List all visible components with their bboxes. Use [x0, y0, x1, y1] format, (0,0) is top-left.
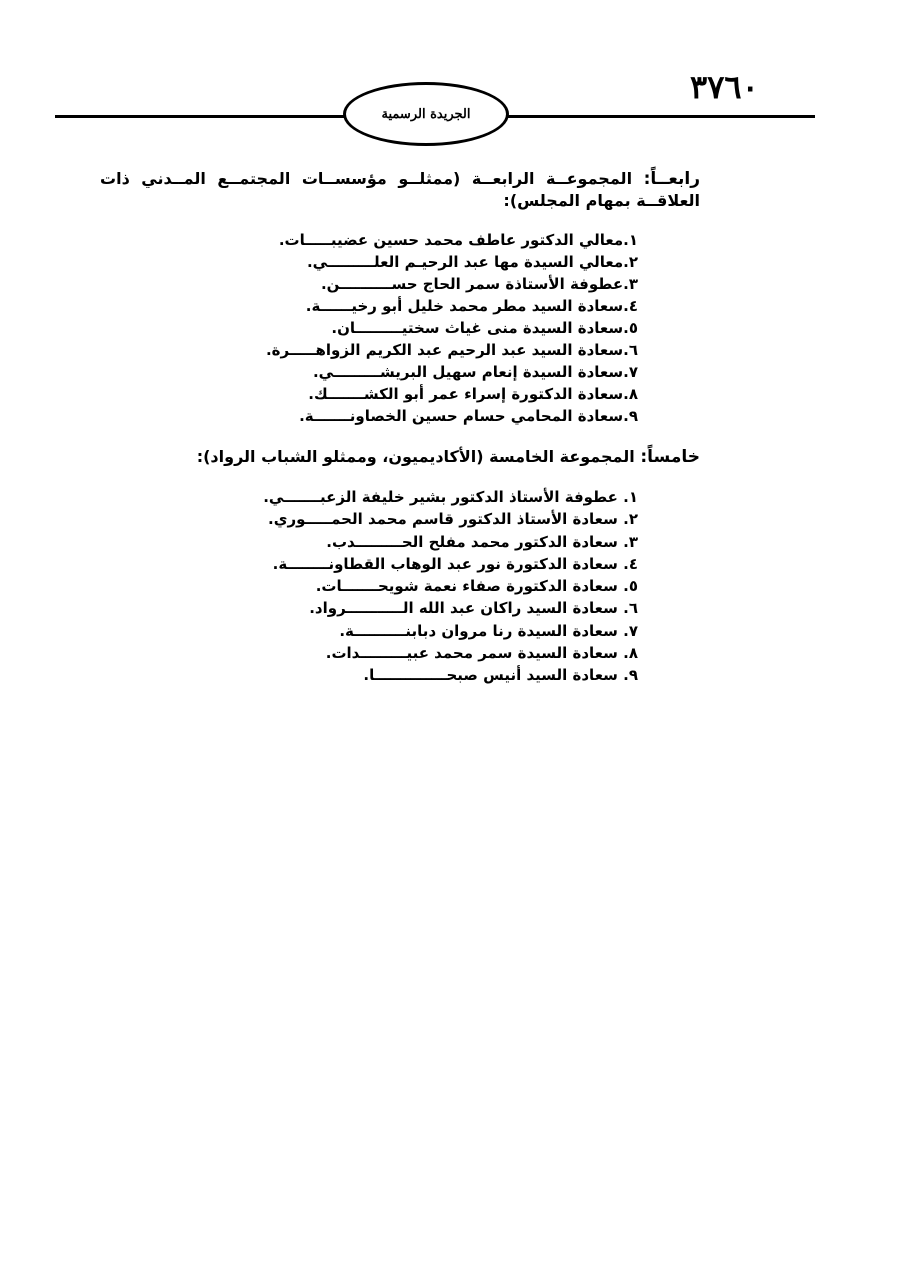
list-item-number: ٤. — [623, 554, 638, 573]
list-item — [266, 361, 638, 383]
gazette-name-oval — [343, 82, 509, 146]
list-item-name: سعادة السيدة منى غياث سختيـــــــــان. — [331, 319, 624, 337]
list-item-name: سعادة الدكتورة نور عبد الوهاب القطاونــــــــة. — [272, 554, 618, 573]
list-item — [263, 575, 638, 597]
list-item — [263, 620, 638, 642]
list-item — [266, 273, 638, 295]
list-item-name: سعادة السيد أنيس صبحــــــــــــــا. — [363, 666, 618, 685]
list-item-name: سعادة الدكتورة صفاء نعمة شويحـــــــات. — [315, 577, 618, 596]
section-five — [100, 446, 700, 468]
list-item-number: ٣. — [623, 532, 638, 551]
list-item-number: ٦. — [623, 341, 638, 359]
list-item-number: ٧. — [623, 621, 638, 640]
list-item — [263, 486, 638, 508]
list-item-name: سعادة السيدة سمر محمد عبيـــــــــدات. — [325, 644, 618, 663]
list-item-number: ١. — [623, 231, 638, 249]
section-four-title: المجموعــة الرابعــة (ممثلــو مؤسســات المجتمــع المــدني ذات العلاقــة بمهام المجلس): — [100, 169, 700, 210]
list-item-number: ٧. — [623, 363, 638, 381]
section-four-heading — [100, 168, 700, 212]
list-item — [263, 664, 638, 686]
list-item-name: سعادة السيدة إنعام سهيل البريشـــــــــي. — [312, 363, 624, 381]
list-item — [266, 405, 638, 427]
gazette-name: الجريدة الرسمية — [381, 106, 471, 122]
list-item-number: ٢. — [623, 253, 638, 271]
list-item-name: سعادة الدكتورة إسراء عمر أبو الكشـــــــك. — [308, 385, 624, 403]
section-five-title: المجموعة الخامسة (الأكاديميون، وممثلو الشباب الرواد): — [196, 447, 635, 466]
list-item-name: عطوفة الأستاذة سمر الحاج حســــــــــن. — [320, 275, 624, 293]
page-number: ٣٧٦٠ — [690, 68, 759, 106]
list-item-number: ٩. — [623, 407, 638, 425]
list-item — [266, 295, 638, 317]
list-item-name: سعادة السيد عبد الرحيم عبد الكريم الزواهـــــرة. — [265, 341, 624, 359]
list-item — [266, 229, 638, 251]
list-item — [263, 597, 638, 619]
list-item — [263, 642, 638, 664]
list-item-name: سعادة المحامي حسام حسين الخصاونـــــــة. — [299, 407, 624, 425]
list-item-number: ٢. — [623, 510, 638, 529]
list-item — [263, 508, 638, 530]
list-item — [266, 383, 638, 405]
list-item-number: ٦. — [623, 599, 638, 618]
section-four-members — [266, 229, 638, 427]
list-item-number: ٥. — [623, 577, 638, 596]
list-item-name: معالي السيدة مها عبد الرحيـم العلـــــــــي. — [306, 253, 624, 271]
list-item-number: ٨. — [623, 644, 638, 663]
list-item — [266, 251, 638, 273]
list-item-number: ٨. — [623, 385, 638, 403]
list-item-name: سعادة الدكتور محمد مفلح الحـــــــــدب. — [326, 532, 618, 551]
list-item-name: سعادة السيدة رنا مروان دبابنــــــــــة. — [339, 621, 618, 640]
list-item-name: سعادة السيد راكان عبد الله الـــــــــــرواد. — [309, 599, 618, 618]
list-item — [263, 531, 638, 553]
list-item-number: ٣. — [623, 275, 638, 293]
section-four — [100, 168, 700, 212]
section-five-heading — [100, 446, 700, 468]
list-item-name: سعادة السيد مطر محمد خليل أبو رخيــــــة. — [305, 297, 624, 315]
list-item — [266, 317, 638, 339]
list-item — [266, 339, 638, 361]
list-item-number: ٥. — [623, 319, 638, 337]
section-four-lead: رابعــاً: — [643, 169, 700, 189]
list-item-name: معالي الدكتور عاطف محمد حسين عضيبـــــات. — [278, 231, 624, 249]
list-item-name: سعادة الأستاذ الدكتور قاسم محمد الحمـــــوري. — [268, 510, 618, 529]
list-item-number: ٩. — [623, 666, 638, 685]
list-item-name: عطوفة الأستاذ الدكتور بشير خليفة الزعبـــــــي. — [263, 488, 618, 506]
list-item-number: ١. — [623, 488, 638, 506]
list-item — [263, 553, 638, 575]
list-item-number: ٤. — [623, 297, 638, 315]
section-five-lead: خامساً: — [640, 447, 700, 467]
section-five-members — [263, 486, 638, 687]
